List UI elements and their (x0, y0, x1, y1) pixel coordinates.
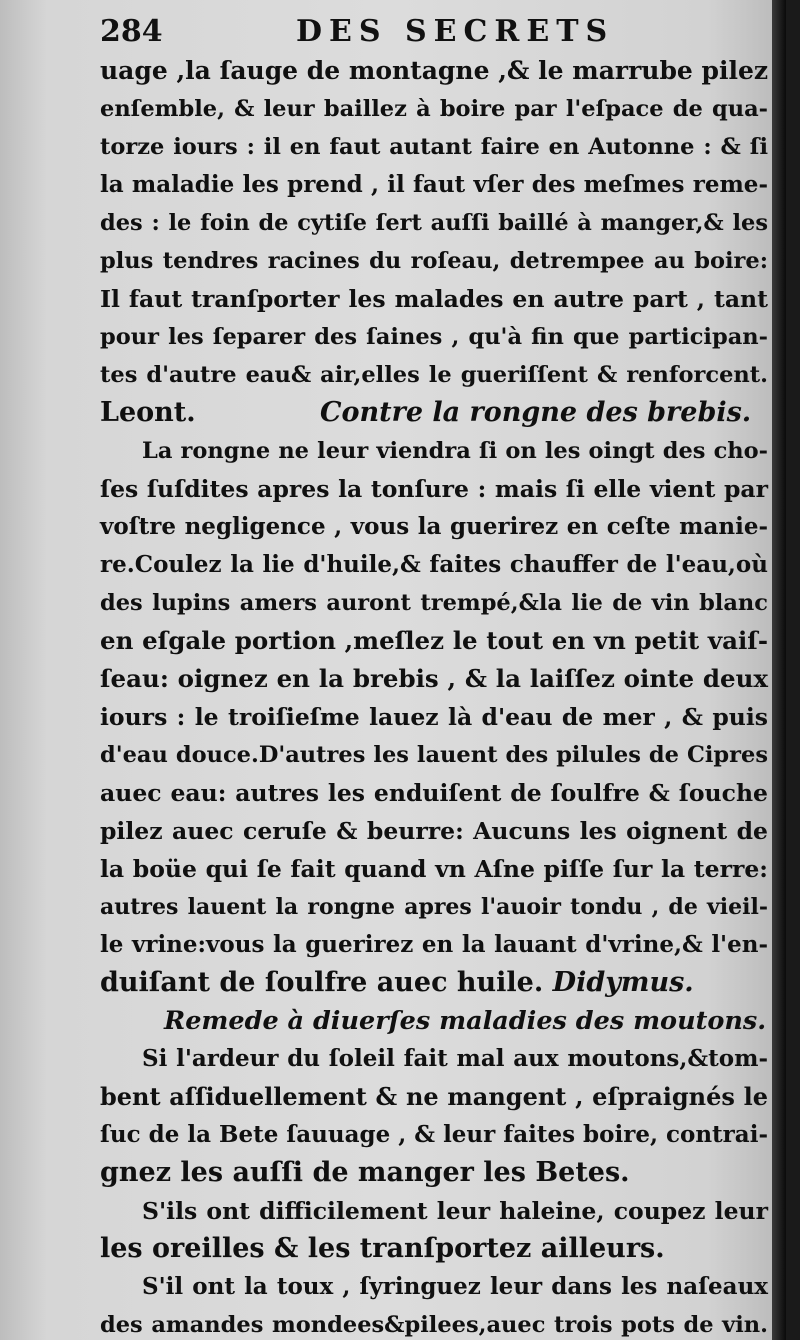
text-line: re.Coulez la lie d'huile,& faites chauffer de l'eau,où (100, 551, 768, 578)
text-line: des amandes mondees&pilees,auec trois pots de vin. (100, 1312, 768, 1338)
text-line: pilez auec ceruſe & beurre: Aucuns les oignent de (100, 817, 768, 845)
running-head: DES SECRETS (296, 14, 615, 49)
text-line: ſuc de la Bete ſauuage , & leur faites boire, contrai- (100, 1121, 768, 1148)
text-line (100, 964, 768, 1002)
page-edge-shadow (772, 0, 786, 1340)
text-line: La rongne ne leur viendra ſi on les oingt des cho- (142, 438, 768, 464)
text-line: auec eau: autres les enduiſent de ſoulfre & ſouche (100, 779, 768, 807)
text-line: S'ils ont difficilement leur haleine, coupez leur (142, 1197, 768, 1225)
text-line: torze iours : il en faut autant faire en Autonne : & ſi (100, 134, 768, 160)
text-line: la maladie les prend , il faut vſer des meſmes reme- (100, 171, 768, 198)
text-line: S'il ont la toux , ſyringuez leur dans les naſeaux (142, 1273, 768, 1300)
line-text: duiſant de ſoulfre auec huile. (100, 967, 544, 998)
text-line: tes d'autre eau& air,elles le gueriſſent & renforcent. (100, 362, 768, 388)
text-line: gnez les auſſi de manger les Betes. (100, 1157, 630, 1188)
text-line: la boüe qui ſe fait quand vn Aſne piſſe ſur la terre: (100, 855, 768, 883)
text-line: plus tendres racines du roſeau, detrempee au boire: (100, 248, 768, 274)
paragraph-1 (100, 52, 768, 394)
text-line: uage ,la ſauge de montagne ,& le marrube pilez (100, 56, 769, 85)
text-line: Si l'ardeur du ſoleil fait mal aux moutons,&tom- (142, 1045, 768, 1072)
text-line: ſeau: oignez en la brebis , & la laiſſez ointe deux (100, 664, 768, 693)
text-line: des : le foin de cytiſe ſert auſſi baillé à manger,& les (100, 210, 768, 236)
source-attribution: Leont. (100, 397, 196, 428)
paragraph-4 (100, 1192, 768, 1268)
section-title: Contre la rongne des brebis. (320, 397, 752, 428)
text-line: iours : le troiſieſme lauez là d'eau de mer , & puis (100, 703, 768, 731)
text-line: pour les ſeparer des ſaines , qu'à fin que participan- (100, 324, 768, 350)
paragraph-5 (100, 1268, 768, 1340)
section-heading (100, 394, 768, 432)
source-attribution: Didymus. (552, 967, 694, 998)
text-line: bent aſſiduellement & ne mangent , eſpraignés le (100, 1082, 768, 1111)
text-line: les oreilles & les tranſportez ailleurs. (100, 1233, 665, 1264)
text-line: le vrine:vous la guerirez en la lauant d'vrine,& l'en- (100, 931, 768, 958)
body-text (100, 52, 768, 1340)
page-number: 284 (100, 14, 163, 49)
text-line: ſes ſuſdites apres la tonſure : mais ſi elle vient par (100, 475, 768, 503)
paragraph-3 (100, 1040, 768, 1192)
text-line: autres lauent la rongne apres l'auoir tondu , de vieil- (100, 894, 768, 920)
text-line: des lupins amers auront trempé,&la lie de vin blanc (100, 590, 768, 616)
section-title: Remede à diuerſes maladies des moutons. (164, 1006, 767, 1036)
text-line: Il faut tranſporter les malades en autre part , tant (100, 285, 768, 313)
page-header (100, 14, 780, 54)
text-line: d'eau douce.D'autres les lauent des pilules de Cipres (100, 742, 768, 768)
paragraph-2 (100, 432, 768, 1002)
text-line: en eſgale portion ,meſlez le tout en vn petit vaiſ- (100, 626, 768, 655)
text-line: voſtre negligence , vous la guerirez en ceſte manie- (100, 513, 768, 540)
text-line: enſemble, & leur baillez à boire par l'eſpace de qua- (100, 96, 768, 122)
